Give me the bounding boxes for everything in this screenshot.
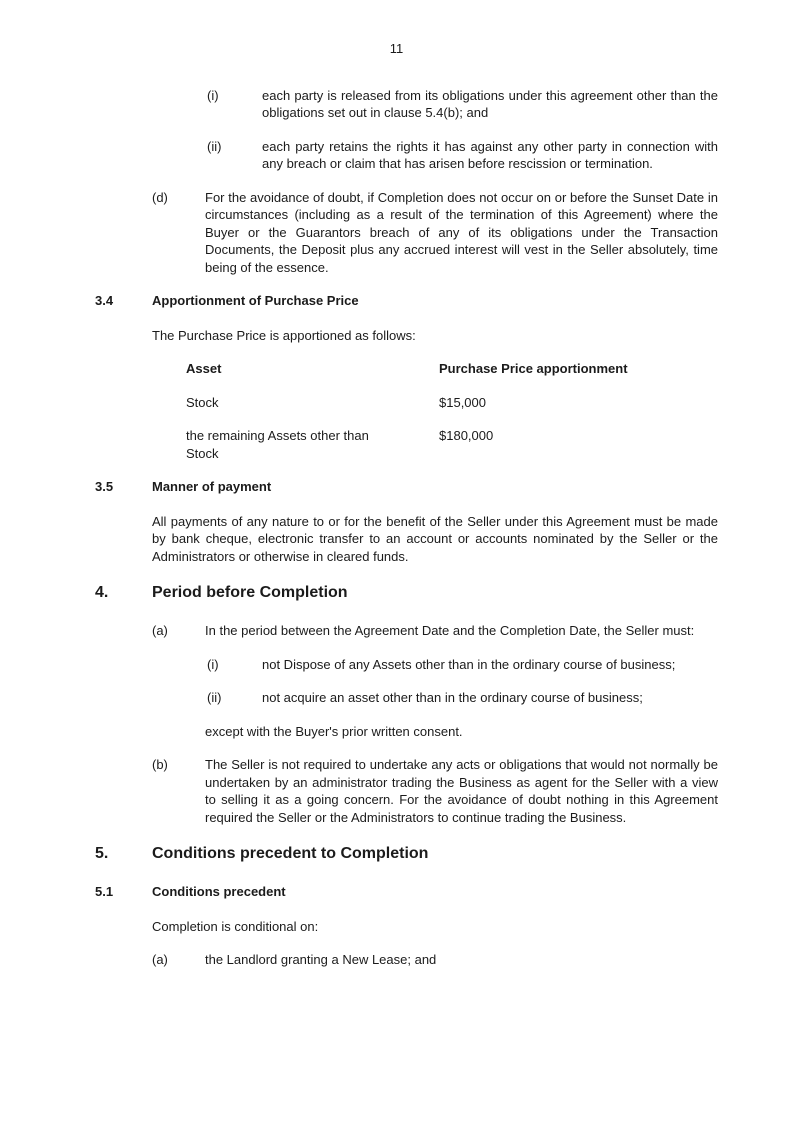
list-marker: (ii) bbox=[207, 690, 222, 705]
clause-heading bbox=[95, 583, 718, 603]
clause-number: 3.4 bbox=[95, 293, 114, 308]
paragraph: The Purchase Price is apportioned as follows: bbox=[152, 327, 416, 343]
list-item bbox=[95, 656, 718, 674]
table-cell: $15,000 bbox=[439, 394, 486, 410]
clause-title: Conditions precedent to Completion bbox=[152, 845, 429, 862]
clause-heading bbox=[95, 844, 718, 864]
list-marker: (ii) bbox=[207, 138, 222, 154]
list-item-text: each party retains the rights it has against any other party in connection with any breach or claim that has arisen before rescission or termination. bbox=[262, 138, 718, 171]
document-body bbox=[95, 87, 718, 969]
clause-number: 5.1 bbox=[95, 884, 114, 899]
paragraph: Completion is conditional on: bbox=[152, 918, 319, 934]
list-marker: (b) bbox=[152, 757, 168, 772]
list-item-text: not acquire an asset other than in the ordinary course of business; bbox=[262, 690, 643, 705]
clause-heading bbox=[95, 883, 718, 901]
list-marker: (d) bbox=[152, 189, 168, 205]
clause-heading bbox=[95, 292, 718, 310]
list-item bbox=[95, 622, 718, 640]
list-item-text: In the period between the Agreement Date and the Completion Date, the Seller must: bbox=[205, 623, 695, 638]
table-header-row bbox=[186, 360, 718, 378]
list-item-text: each party is released from its obligations under this agreement other than the obligations set out in clause 5.4(b); and bbox=[262, 87, 718, 120]
list-item-text: the Landlord granting a New Lease; and bbox=[205, 952, 437, 967]
list-item bbox=[95, 756, 718, 826]
table-cell: $180,000 bbox=[439, 428, 494, 443]
list-marker: (a) bbox=[152, 623, 168, 638]
clause-title: Apportionment of Purchase Price bbox=[152, 293, 359, 308]
clause-title: Manner of payment bbox=[152, 479, 272, 494]
list-marker: (i) bbox=[207, 87, 219, 103]
table-row bbox=[186, 394, 718, 412]
table-cell: the remaining Assets other than Stock bbox=[186, 428, 369, 461]
clause-number: 4. bbox=[95, 584, 109, 601]
list-marker: (i) bbox=[207, 656, 219, 672]
list-item-text: For the avoidance of doubt, if Completion does not occur on or before the Sunset Date in circumstances (including as a result of the termination of this Agreement) where the Buyer or the Guarantors breach of any of its obligations under the Transaction Documents, the Deposit plus any accrued interest will vest in the Seller absolutely, time being of the essence. bbox=[205, 189, 718, 275]
list-item-text: not Dispose of any Assets other than in the ordinary course of business; bbox=[262, 656, 676, 672]
list-item-text: The Seller is not required to undertake any acts or obligations that would not normally be undertaken by an administrator trading the Business as agent for the Seller with a view to selling it as a going concern. For the avoidance of doubt nothing in this Agreement required the Seller or the Administrators to continue trading the Business. bbox=[205, 757, 718, 825]
table-cell: Stock bbox=[186, 394, 219, 410]
list-item bbox=[95, 951, 718, 969]
list-item bbox=[95, 189, 718, 277]
clause-number: 3.5 bbox=[95, 479, 114, 494]
list-item bbox=[95, 689, 718, 707]
table-header-cell: Asset bbox=[186, 361, 222, 376]
list-marker: (a) bbox=[152, 952, 168, 967]
clause-title: Conditions precedent bbox=[152, 884, 286, 899]
clause-number: 5. bbox=[95, 845, 109, 862]
page-number: 11 bbox=[389, 41, 404, 56]
list-item bbox=[95, 87, 718, 122]
clause-heading bbox=[95, 478, 718, 496]
clause-title: Period before Completion bbox=[152, 584, 348, 601]
list-item bbox=[95, 138, 718, 173]
apportionment-table bbox=[186, 360, 718, 462]
table-row bbox=[186, 427, 718, 462]
paragraph: All payments of any nature to or for the benefit of the Seller under this Agreement must be made by bank cheque, electronic transfer to an account or accounts nominated by the Seller or the Administrators or otherwise in cleared funds. bbox=[152, 513, 718, 564]
table-header-cell: Purchase Price apportionment bbox=[439, 361, 628, 376]
paragraph: except with the Buyer's prior written consent. bbox=[205, 723, 463, 739]
